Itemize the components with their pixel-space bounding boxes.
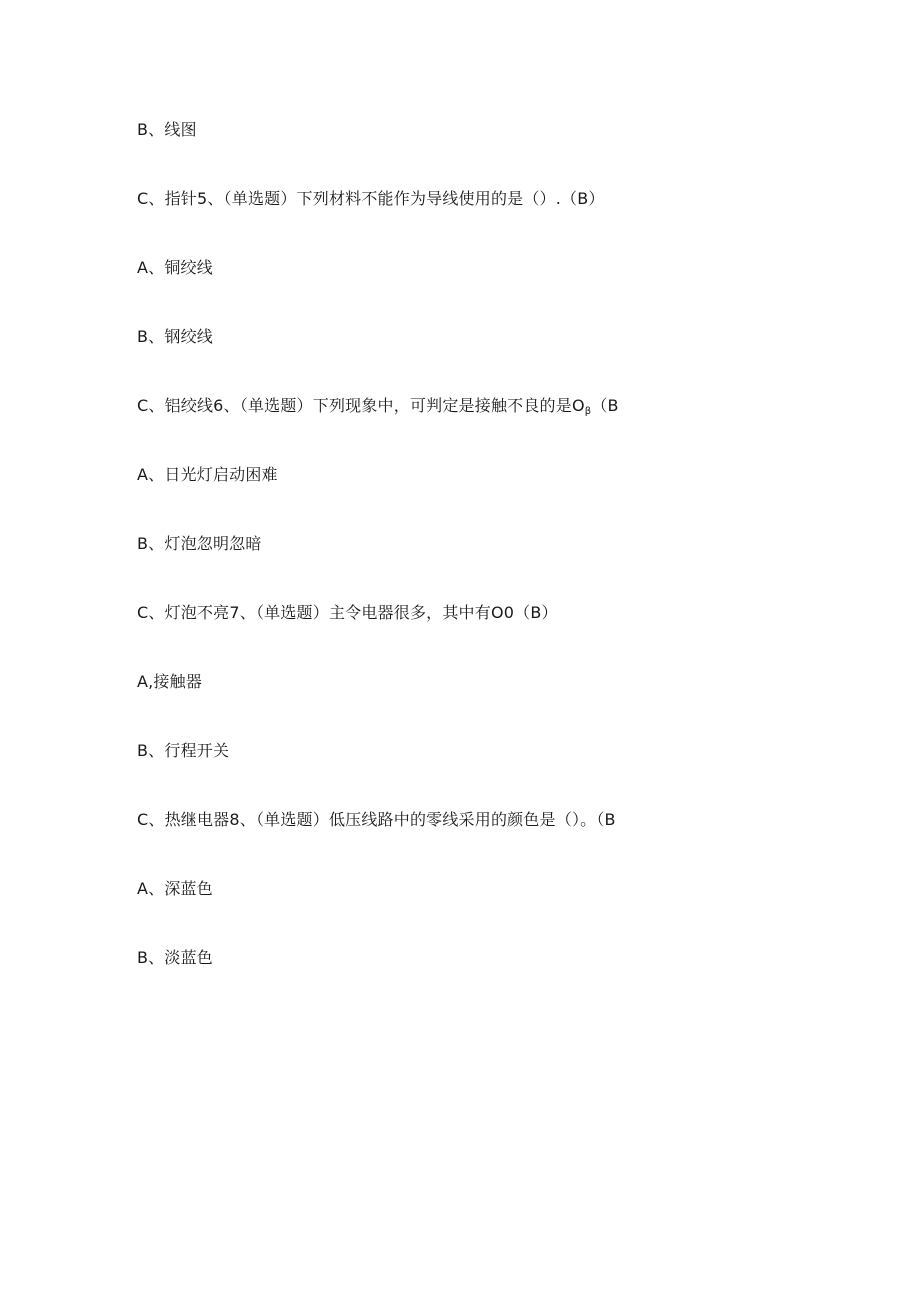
option-a-copper-strand: A、铜绞线 — [137, 258, 213, 277]
option-b-bulb-flicker: B、灯泡忽明忽暗 — [137, 534, 262, 553]
question-6-main: C、铝绞线6、（单选题）下列现象中，可判定是接触不良的是O — [137, 396, 585, 415]
option-a-contactor: A,接触器 — [137, 672, 203, 691]
question-8-text: C、热继电器8、（单选题）低压线路中的零线采用的颜色是（）。（B — [137, 810, 616, 829]
question-5-text: C、指针5、（单选题）下列材料不能作为导线使用的是（）.（B） — [137, 189, 605, 208]
option-b-light-blue: B、淡蓝色 — [137, 948, 213, 967]
option-b-steel-strand: B、钢绞线 — [137, 327, 213, 346]
option-b-travel-switch: B、行程开关 — [137, 741, 230, 760]
question-6-text — [137, 395, 619, 423]
question-7-text: C、灯泡不亮7、（单选题）主令电器很多，其中有O0（B） — [137, 603, 558, 622]
option-b-line-graph: B、线图 — [137, 120, 197, 139]
option-a-fluorescent-start: A、日光灯启动困难 — [137, 465, 278, 484]
question-6-answer: （B — [591, 396, 619, 415]
question-6-subscript: β — [584, 406, 592, 417]
option-a-dark-blue: A、深蓝色 — [137, 879, 213, 898]
